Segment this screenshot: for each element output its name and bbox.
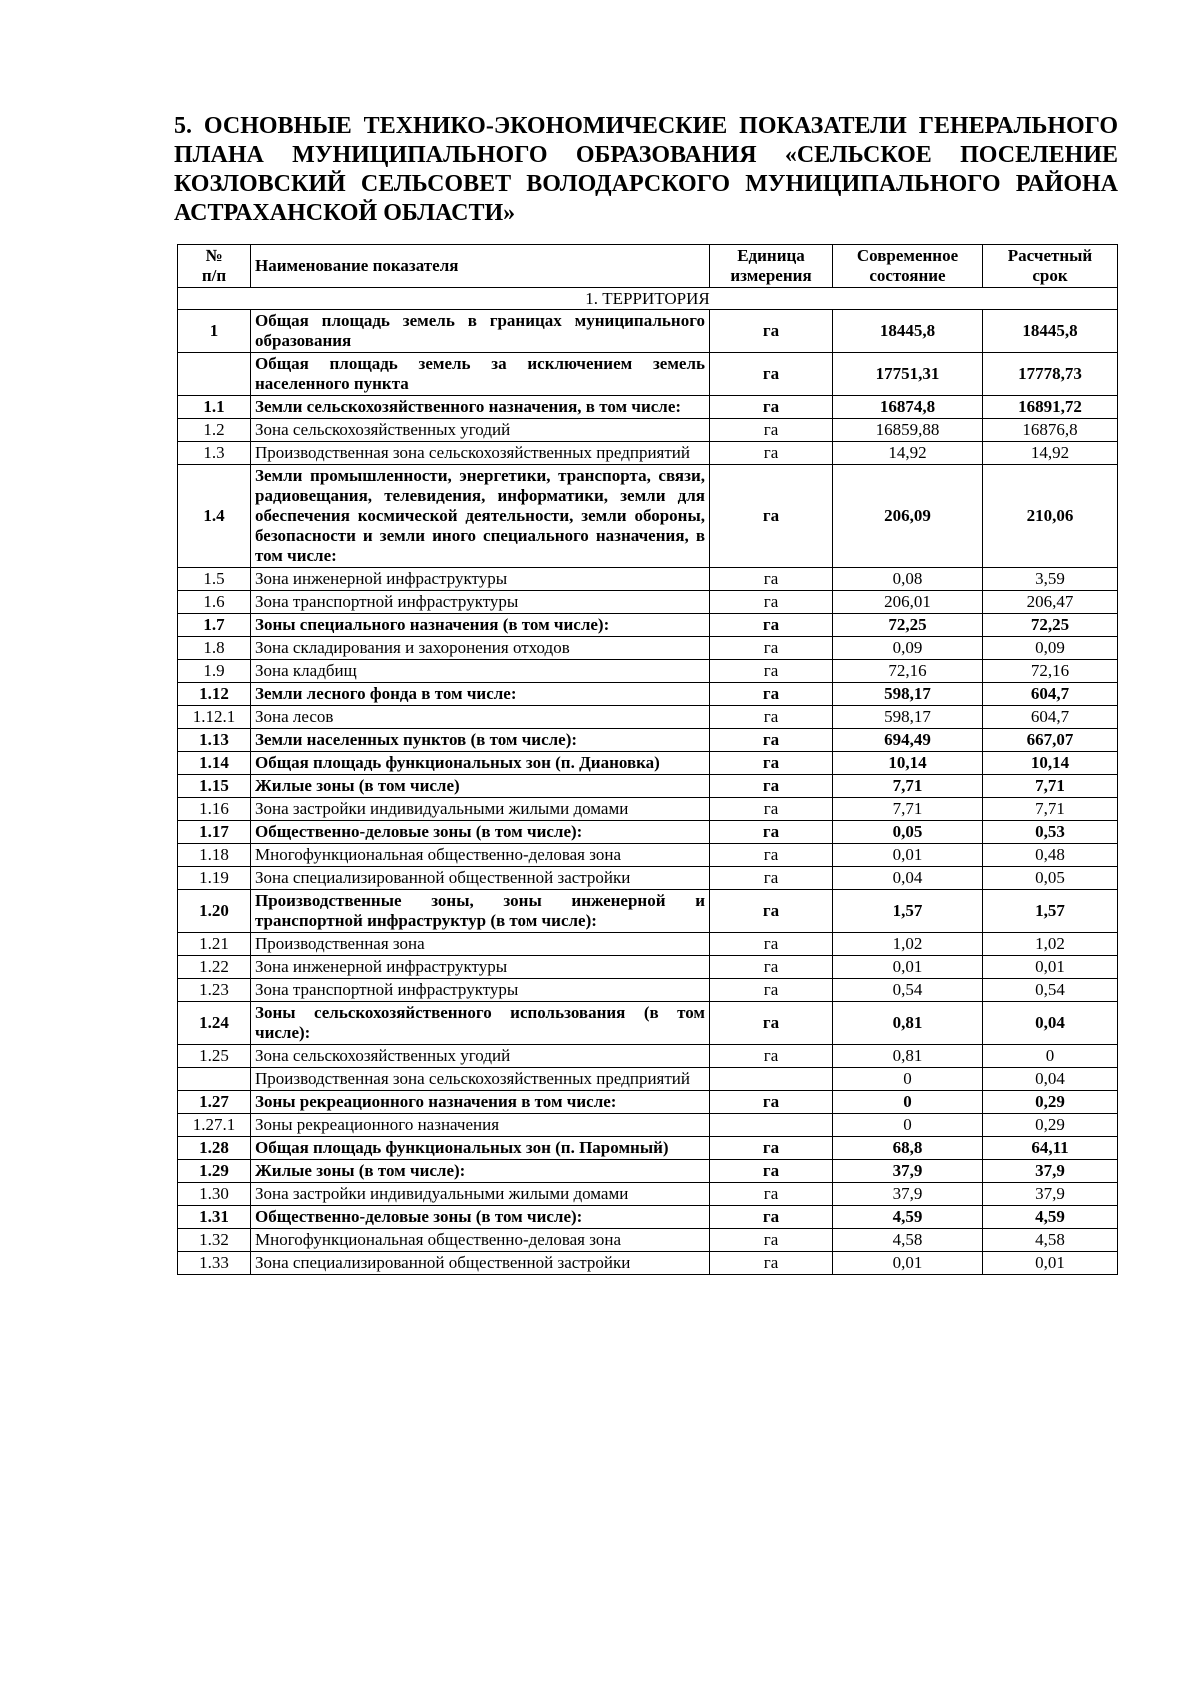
row-current-value: 0,81 [833, 1045, 983, 1068]
header-num: № п/п [178, 245, 251, 288]
table-row [178, 419, 1118, 442]
row-unit: га [710, 1252, 833, 1275]
row-unit: га [710, 465, 833, 568]
row-unit: га [710, 396, 833, 419]
row-current-value: 0,01 [833, 1252, 983, 1275]
row-number: 1.12.1 [178, 706, 251, 729]
row-unit: га [710, 890, 833, 933]
row-current-value: 0 [833, 1091, 983, 1114]
row-target-value: 604,7 [983, 683, 1118, 706]
row-current-value: 4,58 [833, 1229, 983, 1252]
row-name: Земли промышленности, энергетики, транспорта, связи, радиовещания, телевидения, информатики, земли для обеспечения космической деятельности, земли обороны, безопасности и земли иного специального назначения, в том числе: [251, 465, 710, 568]
row-target-value: 72,25 [983, 614, 1118, 637]
row-name: Зона инженерной инфраструктуры [251, 568, 710, 591]
row-target-value: 7,71 [983, 798, 1118, 821]
table-row [178, 821, 1118, 844]
row-number: 1.23 [178, 979, 251, 1002]
row-number: 1.13 [178, 729, 251, 752]
row-number: 1.32 [178, 1229, 251, 1252]
row-name: Общая площадь функциональных зон (п. Паромный) [251, 1137, 710, 1160]
row-target-value: 0 [983, 1045, 1118, 1068]
row-current-value: 0,05 [833, 821, 983, 844]
row-name: Общая площадь земель за исключением земель населенного пункта [251, 353, 710, 396]
row-number: 1.8 [178, 637, 251, 660]
row-unit: га [710, 1091, 833, 1114]
table-row [178, 442, 1118, 465]
row-current-value: 694,49 [833, 729, 983, 752]
table-row [178, 867, 1118, 890]
row-name: Общая площадь земель в границах муниципального образования [251, 310, 710, 353]
table-row [178, 310, 1118, 353]
row-current-value: 0,09 [833, 637, 983, 660]
row-target-value: 14,92 [983, 442, 1118, 465]
row-name: Жилые зоны (в том числе) [251, 775, 710, 798]
row-target-value: 17778,73 [983, 353, 1118, 396]
row-number: 1.24 [178, 1002, 251, 1045]
row-number: 1.25 [178, 1045, 251, 1068]
table-row [178, 1114, 1118, 1137]
row-current-value: 16859,88 [833, 419, 983, 442]
table-row [178, 568, 1118, 591]
row-target-value: 1,57 [983, 890, 1118, 933]
row-name: Зона транспортной инфраструктуры [251, 979, 710, 1002]
table-row [178, 1229, 1118, 1252]
section-row [178, 288, 1118, 310]
row-unit: га [710, 752, 833, 775]
table-row [178, 1045, 1118, 1068]
row-name: Зоны специального назначения (в том числе): [251, 614, 710, 637]
table-row [178, 933, 1118, 956]
table-row [178, 637, 1118, 660]
row-unit: га [710, 1206, 833, 1229]
row-number: 1.27.1 [178, 1114, 251, 1137]
row-unit: га [710, 1160, 833, 1183]
row-number: 1.1 [178, 396, 251, 419]
row-target-value: 64,11 [983, 1137, 1118, 1160]
row-number: 1.14 [178, 752, 251, 775]
row-number: 1.17 [178, 821, 251, 844]
table-row [178, 1252, 1118, 1275]
row-number: 1.30 [178, 1183, 251, 1206]
row-target-value: 16891,72 [983, 396, 1118, 419]
row-target-value: 0,01 [983, 956, 1118, 979]
row-name: Многофункциональная общественно-деловая зона [251, 1229, 710, 1252]
table-row [178, 706, 1118, 729]
table-row [178, 775, 1118, 798]
row-name: Общественно-деловые зоны (в том числе): [251, 821, 710, 844]
row-unit: га [710, 798, 833, 821]
row-name: Зона складирования и захоронения отходов [251, 637, 710, 660]
row-target-value: 72,16 [983, 660, 1118, 683]
row-number: 1.7 [178, 614, 251, 637]
row-unit: га [710, 775, 833, 798]
header-name: Наименование показателя [251, 245, 710, 288]
row-current-value: 0,01 [833, 844, 983, 867]
row-current-value: 72,25 [833, 614, 983, 637]
row-unit: га [710, 1045, 833, 1068]
row-name: Зона инженерной инфраструктуры [251, 956, 710, 979]
row-current-value: 206,09 [833, 465, 983, 568]
row-current-value: 0,54 [833, 979, 983, 1002]
row-current-value: 598,17 [833, 683, 983, 706]
row-name: Зона кладбищ [251, 660, 710, 683]
row-target-value: 0,04 [983, 1068, 1118, 1091]
row-target-value: 0,29 [983, 1114, 1118, 1137]
row-number: 1.12 [178, 683, 251, 706]
row-target-value: 206,47 [983, 591, 1118, 614]
row-number: 1.33 [178, 1252, 251, 1275]
table-row [178, 465, 1118, 568]
row-current-value: 1,57 [833, 890, 983, 933]
row-name: Жилые зоны (в том числе): [251, 1160, 710, 1183]
row-current-value: 72,16 [833, 660, 983, 683]
row-unit: га [710, 979, 833, 1002]
row-target-value: 667,07 [983, 729, 1118, 752]
row-name: Зона специализированной общественной застройки [251, 1252, 710, 1275]
row-name: Общая площадь функциональных зон (п. Диановка) [251, 752, 710, 775]
table-row [178, 396, 1118, 419]
row-target-value: 4,58 [983, 1229, 1118, 1252]
row-unit: га [710, 660, 833, 683]
row-number [178, 1068, 251, 1091]
row-number: 1.19 [178, 867, 251, 890]
row-unit: га [710, 614, 833, 637]
row-current-value: 17751,31 [833, 353, 983, 396]
row-unit: га [710, 419, 833, 442]
header-target: Расчетный срок [983, 245, 1118, 288]
row-current-value: 0,81 [833, 1002, 983, 1045]
row-unit [710, 1068, 833, 1091]
row-target-value: 0,01 [983, 1252, 1118, 1275]
table-row [178, 890, 1118, 933]
row-name: Зоны рекреационного назначения в том числе: [251, 1091, 710, 1114]
row-current-value: 0,04 [833, 867, 983, 890]
row-unit: га [710, 844, 833, 867]
row-current-value: 1,02 [833, 933, 983, 956]
row-unit: га [710, 568, 833, 591]
row-name: Земли сельскохозяйственного назначения, в том числе: [251, 396, 710, 419]
row-current-value: 7,71 [833, 798, 983, 821]
row-unit: га [710, 867, 833, 890]
row-target-value: 0,04 [983, 1002, 1118, 1045]
row-number: 1.27 [178, 1091, 251, 1114]
row-target-value: 10,14 [983, 752, 1118, 775]
table-row [178, 1068, 1118, 1091]
row-target-value: 37,9 [983, 1183, 1118, 1206]
row-target-value: 16876,8 [983, 419, 1118, 442]
row-target-value: 1,02 [983, 933, 1118, 956]
row-target-value: 18445,8 [983, 310, 1118, 353]
row-current-value: 7,71 [833, 775, 983, 798]
row-target-value: 3,59 [983, 568, 1118, 591]
row-number: 1.22 [178, 956, 251, 979]
row-name: Зона сельскохозяйственных угодий [251, 419, 710, 442]
row-name: Зона застройки индивидуальными жилыми домами [251, 798, 710, 821]
row-current-value: 0,08 [833, 568, 983, 591]
row-name: Производственные зоны, зоны инженерной и транспортной инфраструктур (в том числе): [251, 890, 710, 933]
table-row [178, 353, 1118, 396]
indicators-table [177, 244, 1118, 1275]
table-row [178, 979, 1118, 1002]
row-number: 1.20 [178, 890, 251, 933]
row-target-value: 0,29 [983, 1091, 1118, 1114]
table-row [178, 1091, 1118, 1114]
row-name: Зона сельскохозяйственных угодий [251, 1045, 710, 1068]
row-target-value: 0,54 [983, 979, 1118, 1002]
row-unit: га [710, 706, 833, 729]
table-row [178, 729, 1118, 752]
row-name: Зона лесов [251, 706, 710, 729]
row-name: Земли лесного фонда в том числе: [251, 683, 710, 706]
table-row [178, 660, 1118, 683]
row-number: 1.3 [178, 442, 251, 465]
row-number: 1.18 [178, 844, 251, 867]
row-name: Зоны сельскохозяйственного использования (в том числе): [251, 1002, 710, 1045]
row-unit: га [710, 933, 833, 956]
row-current-value: 0,01 [833, 956, 983, 979]
row-target-value: 4,59 [983, 1206, 1118, 1229]
row-unit: га [710, 442, 833, 465]
section-title: 1. ТЕРРИТОРИЯ [178, 288, 1118, 310]
row-unit: га [710, 591, 833, 614]
row-unit: га [710, 637, 833, 660]
row-name: Производственная зона сельскохозяйственных предприятий [251, 1068, 710, 1091]
row-current-value: 206,01 [833, 591, 983, 614]
table-row [178, 591, 1118, 614]
row-unit [710, 1114, 833, 1137]
row-unit: га [710, 821, 833, 844]
row-current-value: 16874,8 [833, 396, 983, 419]
row-current-value: 0 [833, 1068, 983, 1091]
row-number: 1.15 [178, 775, 251, 798]
row-name: Многофункциональная общественно-деловая зона [251, 844, 710, 867]
row-number: 1.28 [178, 1137, 251, 1160]
table-row [178, 798, 1118, 821]
row-target-value: 0,05 [983, 867, 1118, 890]
row-unit: га [710, 956, 833, 979]
row-unit: га [710, 683, 833, 706]
table-row [178, 1160, 1118, 1183]
row-unit: га [710, 1183, 833, 1206]
row-current-value: 37,9 [833, 1183, 983, 1206]
row-current-value: 37,9 [833, 1160, 983, 1183]
row-current-value: 14,92 [833, 442, 983, 465]
row-number: 1.21 [178, 933, 251, 956]
row-name: Зоны рекреационного назначения [251, 1114, 710, 1137]
row-target-value: 0,48 [983, 844, 1118, 867]
header-current: Современное состояние [833, 245, 983, 288]
row-target-value: 0,53 [983, 821, 1118, 844]
row-number: 1.29 [178, 1160, 251, 1183]
row-name: Зона специализированной общественной застройки [251, 867, 710, 890]
row-name: Земли населенных пунктов (в том числе): [251, 729, 710, 752]
row-name: Общественно-деловые зоны (в том числе): [251, 1206, 710, 1229]
header-unit: Единица измерения [710, 245, 833, 288]
row-current-value: 18445,8 [833, 310, 983, 353]
row-number: 1.31 [178, 1206, 251, 1229]
row-number: 1.16 [178, 798, 251, 821]
row-number: 1.6 [178, 591, 251, 614]
table-row [178, 683, 1118, 706]
table-row [178, 614, 1118, 637]
table-row [178, 1002, 1118, 1045]
row-number: 1 [178, 310, 251, 353]
row-name: Производственная зона [251, 933, 710, 956]
table-row [178, 956, 1118, 979]
row-number: 1.4 [178, 465, 251, 568]
row-current-value: 598,17 [833, 706, 983, 729]
table-row [178, 844, 1118, 867]
row-current-value: 0 [833, 1114, 983, 1137]
row-target-value: 7,71 [983, 775, 1118, 798]
row-target-value: 37,9 [983, 1160, 1118, 1183]
row-number: 1.9 [178, 660, 251, 683]
row-name: Производственная зона сельскохозяйственных предприятий [251, 442, 710, 465]
table-row [178, 1183, 1118, 1206]
table-header-row [178, 245, 1118, 288]
row-target-value: 0,09 [983, 637, 1118, 660]
row-unit: га [710, 1229, 833, 1252]
row-number: 1.5 [178, 568, 251, 591]
table-row [178, 1206, 1118, 1229]
row-unit: га [710, 1137, 833, 1160]
table-row [178, 1137, 1118, 1160]
row-target-value: 604,7 [983, 706, 1118, 729]
table-row [178, 752, 1118, 775]
row-unit: га [710, 310, 833, 353]
row-current-value: 4,59 [833, 1206, 983, 1229]
row-unit: га [710, 729, 833, 752]
page-title: 5. ОСНОВНЫЕ ТЕХНИКО-ЭКОНОМИЧЕСКИЕ ПОКАЗАТЕЛИ ГЕНЕРАЛЬНОГО ПЛАНА МУНИЦИПАЛЬНОГО ОБРАЗОВАНИЯ «СЕЛЬСКОЕ ПОСЕЛЕНИЕ КОЗЛОВСКИЙ СЕЛЬСОВЕТ ВОЛОДАРСКОГО МУНИЦИПАЛЬНОГО РАЙОНА АСТРАХАНСКОЙ ОБЛАСТИ» [174, 113, 1118, 226]
table-body [178, 310, 1118, 1275]
row-unit: га [710, 1002, 833, 1045]
row-unit: га [710, 353, 833, 396]
row-number: 1.2 [178, 419, 251, 442]
row-current-value: 68,8 [833, 1137, 983, 1160]
row-target-value: 210,06 [983, 465, 1118, 568]
row-number [178, 353, 251, 396]
row-current-value: 10,14 [833, 752, 983, 775]
row-name: Зона застройки индивидуальными жилыми домами [251, 1183, 710, 1206]
row-name: Зона транспортной инфраструктуры [251, 591, 710, 614]
